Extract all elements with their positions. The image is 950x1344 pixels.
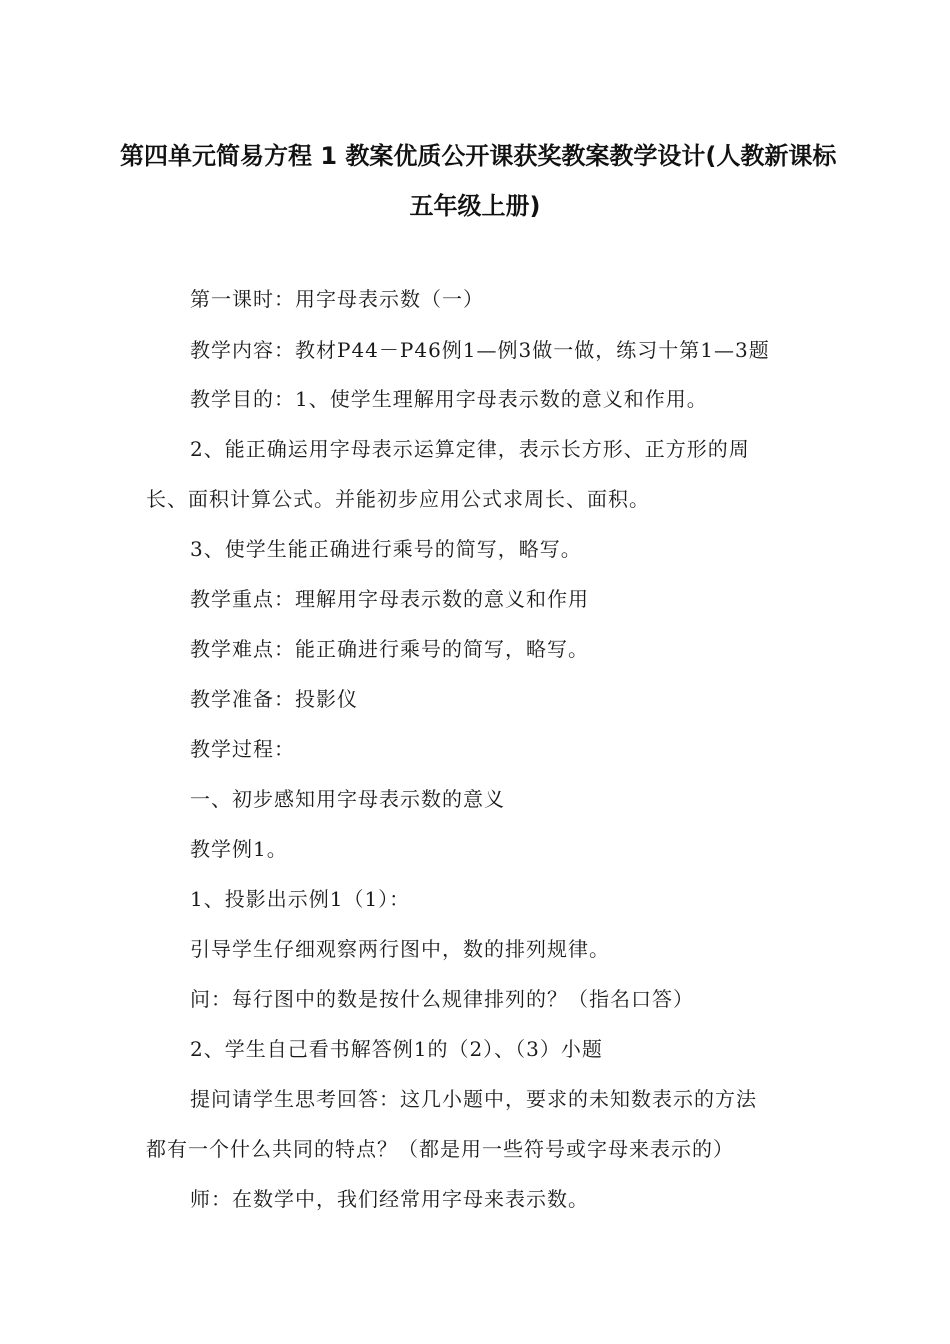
paragraph-teacher: 师：在数学中，我们经常用字母来表示数。 (190, 1187, 589, 1211)
paragraph-preparation: 教学准备：投影仪 (190, 687, 358, 711)
paragraph-step-1: 1、投影出示例1（1）： (190, 887, 411, 911)
paragraph-example-1: 教学例1。 (190, 837, 288, 861)
paragraph-process: 教学过程： (190, 737, 295, 761)
paragraph-prompt-cont: 都有一个什么共同的特点？（都是用一些符号或字母来表示的） (146, 1137, 734, 1161)
paragraph-objective-2: 2、能正确运用字母表示运算定律，表示长方形、正方形的周 (190, 437, 750, 461)
paragraph-objective-3: 3、使学生能正确进行乘号的简写，略写。 (190, 537, 582, 561)
paragraph-objective-2-cont: 长、面积计算公式。并能初步应用公式求周长、面积。 (146, 487, 650, 511)
paragraph-content: 教学内容：教材P44－P46例1—例3做一做，练习十第1—3题 (190, 338, 770, 362)
paragraph-guide: 引导学生仔细观察两行图中，数的排列规律。 (190, 937, 610, 961)
document-title-line-1: 第四单元简易方程 1 教案优质公开课获奖教案教学设计(人教新课标 (120, 142, 837, 170)
paragraph-step-2: 2、学生自己看书解答例1的（2）、（3）小题 (190, 1037, 603, 1061)
paragraph-prompt: 提问请学生思考回答：这几小题中，要求的未知数表示的方法 (190, 1087, 757, 1111)
paragraph-section-1: 一、初步感知用字母表示数的意义 (190, 787, 505, 811)
paragraph-lesson: 第一课时：用字母表示数（一） (190, 287, 484, 311)
document-title-line-2: 五年级上册) (409, 192, 541, 220)
paragraph-objective-1: 教学目的：1、使学生理解用字母表示数的意义和作用。 (190, 387, 708, 411)
paragraph-key-point: 教学重点：理解用字母表示数的意义和作用 (190, 587, 589, 611)
paragraph-question: 问：每行图中的数是按什么规律排列的？（指名口答） (190, 987, 694, 1011)
paragraph-difficulty: 教学难点：能正确进行乘号的简写，略写。 (190, 637, 589, 661)
